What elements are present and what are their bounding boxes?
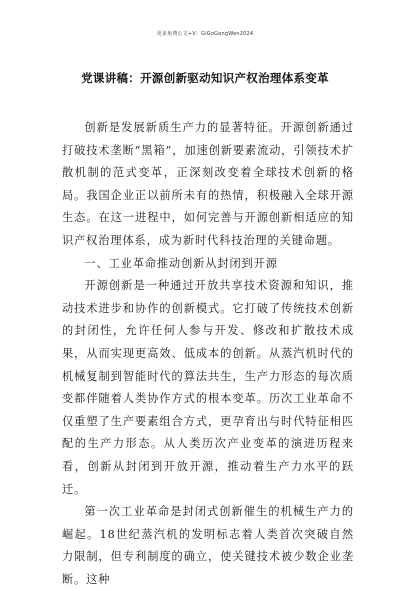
document-body: [62, 117, 354, 591]
paragraph-intro: 创新是发展新质生产力的显著特征。开源创新通过打破技术垄断“黑箱”，加速创新要素流动，引领技术扩散机制的范式变革，正深刻改变着全球技术创新的格局。我国企业正以前所未有的热情，积极融入全球开源生态。在这一进程中，如何完善与开源创新相适应的知识产权治理体系，成为新时代科技治理的关键命题。: [62, 121, 354, 247]
paragraph-first-industrial-revolution: 第一次工业革命是封闭式创新催生的机械生产力的崛起。18世纪蒸汽机的发明标志着人类首次突破自然力限制，但专利制度的确立，使关键技术被少数企业垄断。这种: [62, 505, 354, 586]
section-heading: 一、工业革命推动创新从封闭到开源: [84, 256, 278, 270]
header-note: 更多免费公文+V：GiGoGongWen2024: [156, 31, 254, 37]
document-title: 党课讲稿：开源创新驱动知识产权治理体系变革: [81, 71, 329, 85]
paragraph-open-innovation: 开源创新是一种通过开放共享技术资源和知识，推动技术进步和协作的创新模式。它打破了传统技术创新的封闭性，允许任何人参与开发、修改和扩散技术成果，从而实现更高效、低成本的创新。从蒸汽机时代的机械复制到智能时代的算法共生，生产力形态的每次质变都伴随着人类协作方式的根本变革。历次工业革命不仅重塑了生产要素组合方式，更孕育出与时代特征相匹配的生产力形态。从人类历次产业变革的演进历程来看，创新从封闭到开放开源，推动着生产力水平的跃迁。: [62, 279, 354, 496]
